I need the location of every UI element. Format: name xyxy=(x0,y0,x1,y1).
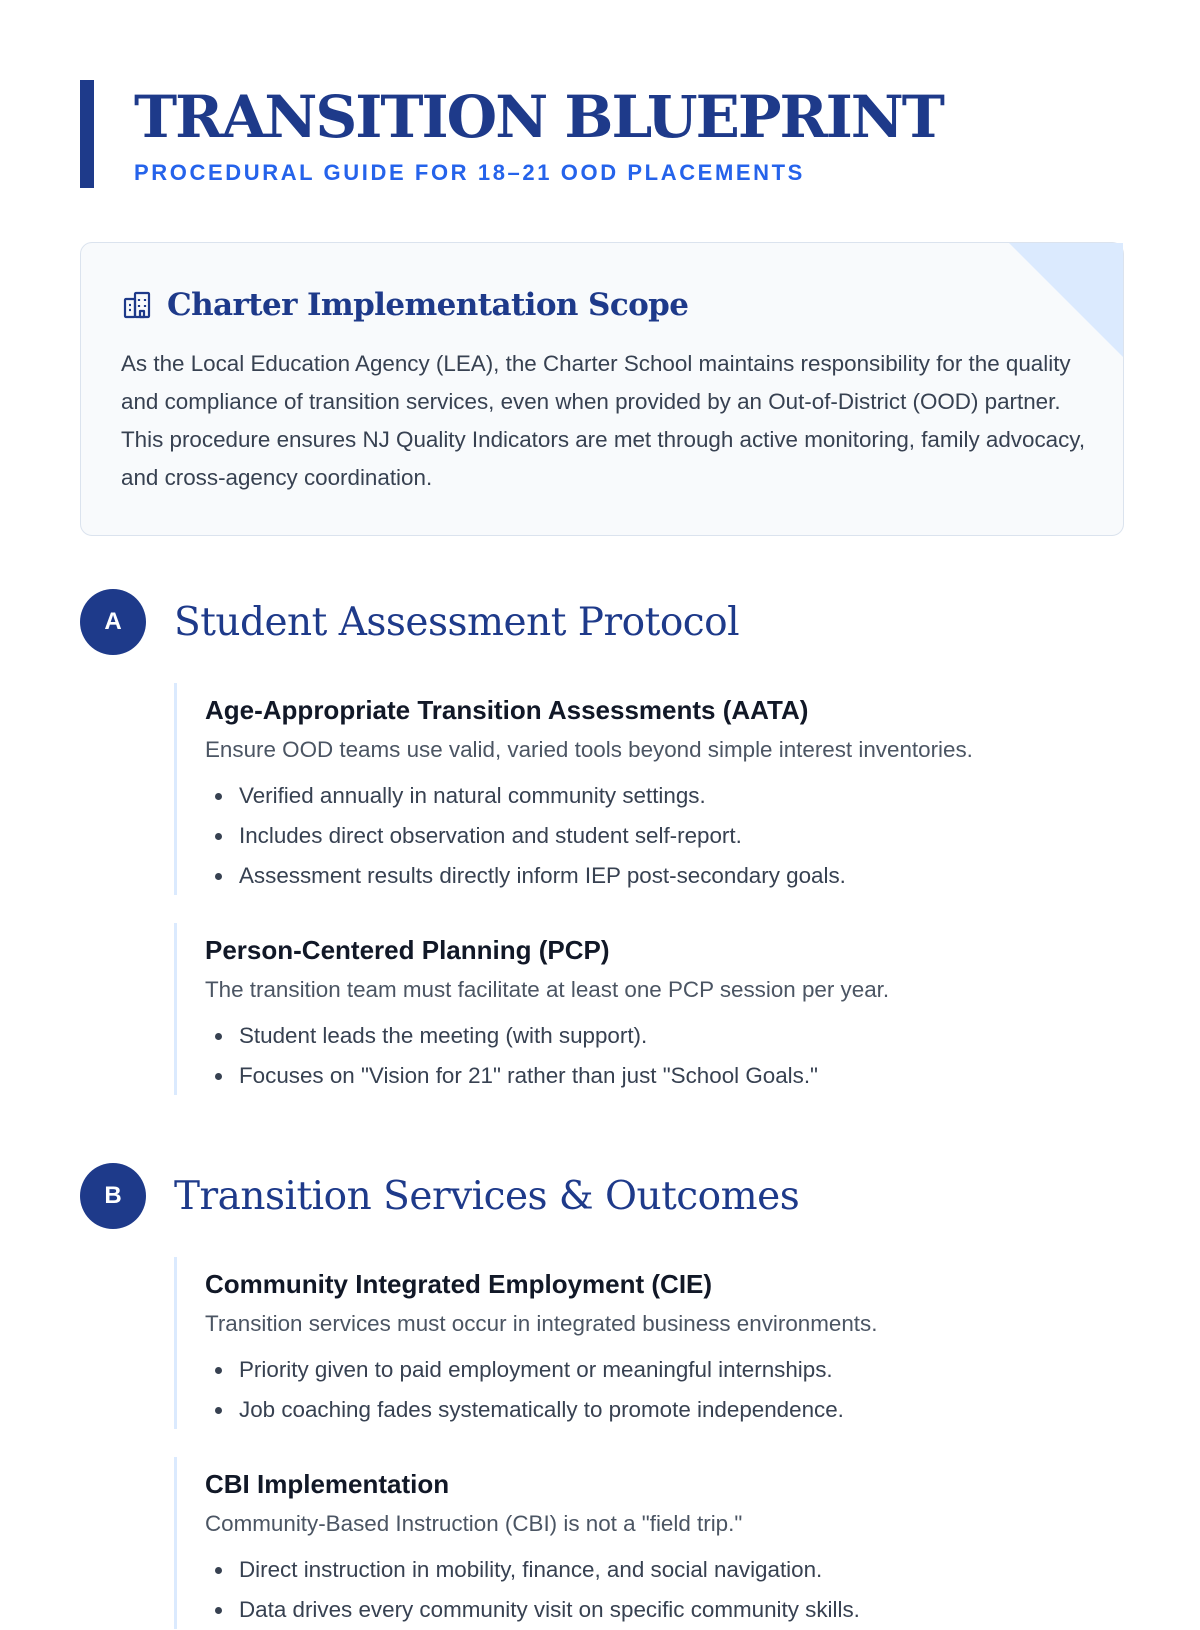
building-icon xyxy=(121,289,153,321)
bullet-list xyxy=(205,1550,860,1630)
bullet-icon xyxy=(215,1567,222,1574)
bullet-icon xyxy=(215,1073,222,1080)
list-item: Priority given to paid employment or meaningful internships. xyxy=(205,1350,877,1390)
item-cbi xyxy=(174,1457,860,1629)
section-a-header xyxy=(80,589,739,655)
bullet-list xyxy=(205,1350,877,1430)
item-description: Transition services must occur in integrated business environments. xyxy=(205,1311,878,1336)
item-pcp xyxy=(174,923,889,1095)
list-item: Includes direct observation and student self-report. xyxy=(205,816,973,856)
list-item: Assessment results directly inform IEP post-secondary goals. xyxy=(205,856,973,896)
item-title: Age-Appropriate Transition Assessments (AATA) xyxy=(205,695,809,725)
scope-card xyxy=(80,242,1124,536)
bullet-icon xyxy=(215,1033,222,1040)
item-title: Community Integrated Employment (CIE) xyxy=(205,1269,713,1299)
bullet-list xyxy=(205,776,973,896)
bullet-icon xyxy=(215,793,222,800)
section-title: Transition Services & Outcomes xyxy=(174,1173,800,1219)
bullet-icon xyxy=(215,1407,222,1414)
section-badge: A xyxy=(80,589,146,655)
list-item: Direct instruction in mobility, finance, and social navigation. xyxy=(205,1550,860,1590)
list-item: Job coaching fades systematically to promote independence. xyxy=(205,1390,877,1430)
bullet-icon xyxy=(215,1607,222,1614)
item-description: Community-Based Instruction (CBI) is not a "field trip." xyxy=(205,1511,743,1536)
page-title: TRANSITION BLUEPRINT xyxy=(134,83,943,151)
section-badge: B xyxy=(80,1163,146,1229)
list-item: Student leads the meeting (with support). xyxy=(205,1016,889,1056)
item-description: The transition team must facilitate at least one PCP session per year. xyxy=(205,977,890,1002)
corner-decoration xyxy=(1009,243,1123,357)
item-cie xyxy=(174,1257,877,1429)
bullet-icon xyxy=(215,873,222,880)
item-description: Ensure OOD teams use valid, varied tools beyond simple interest inventories. xyxy=(205,737,973,762)
document-header xyxy=(80,80,943,188)
item-title: CBI Implementation xyxy=(205,1469,450,1499)
section-b-header xyxy=(80,1163,799,1229)
bullet-icon xyxy=(215,1367,222,1374)
list-item: Focuses on "Vision for 21" rather than just "School Goals." xyxy=(205,1056,889,1096)
scope-text: As the Local Education Agency (LEA), the Charter School maintains responsibility for the quality and compliance of transition services, even when provided by an Out-of-District (OOD) partner. This procedure ensures NJ Quality Indicators are met through active monitoring, family advocacy, and cross-agency coordination. xyxy=(121,351,1086,490)
page-subtitle: PROCEDURAL GUIDE FOR 18–21 OOD PLACEMENTS xyxy=(134,160,805,185)
bullet-icon xyxy=(215,833,222,840)
item-aata xyxy=(174,683,973,895)
item-title: Person-Centered Planning (PCP) xyxy=(205,935,610,965)
scope-header xyxy=(121,287,688,323)
bullet-list xyxy=(205,1016,889,1096)
scope-title: Charter Implementation Scope xyxy=(167,287,689,323)
section-title: Student Assessment Protocol xyxy=(174,599,740,645)
list-item: Data drives every community visit on specific community skills. xyxy=(205,1590,860,1630)
list-item: Verified annually in natural community settings. xyxy=(205,776,973,816)
